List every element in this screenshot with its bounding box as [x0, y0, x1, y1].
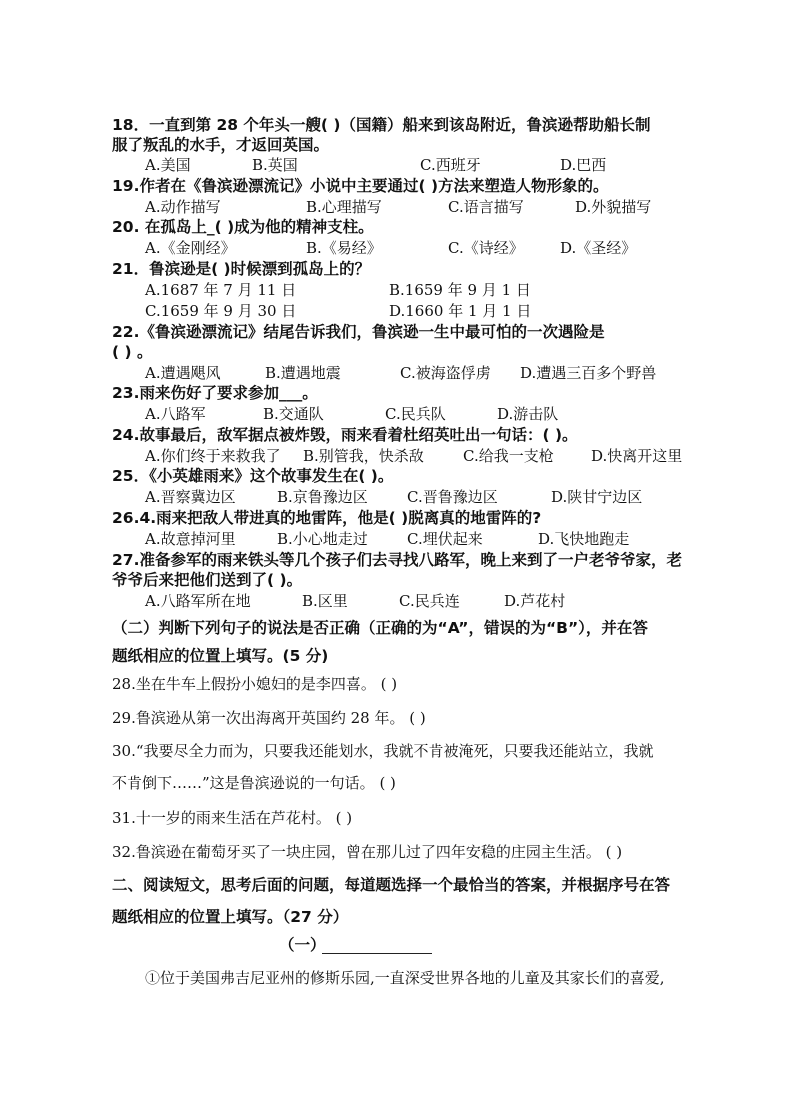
option-c: C.晋鲁豫边区 [407, 488, 498, 506]
option-d: D.遭遇三百多个野兽 [520, 364, 657, 382]
option-b: B.别管我，快杀敌 [303, 447, 424, 465]
passage-title-blank [322, 953, 432, 954]
option-a: A.八路军 [145, 405, 206, 423]
option-b: B.小心地走过 [277, 530, 368, 548]
judge-item-29: 29.鲁滨逊从第一次出海离开英国约 28 年。 ( ) [112, 709, 426, 727]
option-a: A.八路军所在地 [145, 592, 251, 610]
judge-item-31: 31.十一岁的雨来生活在芦花村。 ( ) [112, 809, 353, 827]
option-a: A.遭遇飓风 [145, 364, 221, 382]
option-c: C.埋伏起来 [407, 530, 483, 548]
section-2-heading-line1: （二）判断下列句子的说法是否正确（正确的为“A”，错误的为“B”），并在答 [112, 619, 648, 637]
option-b: B.英国 [252, 156, 298, 174]
option-c: C.被海盗俘虏 [400, 364, 491, 382]
option-a: A.你们终于来救我了 [145, 447, 281, 465]
judge-item-32: 32.鲁滨逊在葡萄牙买了一块庄园，曾在那儿过了四年安稳的庄园主生活。 ( ) [112, 843, 623, 861]
question-26: 26.4.雨来把敌人带进真的地雷阵，他是( )脱离真的地雷阵的? [112, 509, 542, 527]
question-20: 20. 在孤岛上_( )成为他的精神支柱。 [112, 218, 374, 236]
question-22-line2: ( ) 。 [112, 343, 153, 361]
option-d: D.芦花村 [504, 592, 566, 610]
option-c: C.语言描写 [448, 198, 524, 216]
question-19: 19.作者在《鲁滨逊漂流记》小说中主要通过( )方法来塑造人物形象的。 [112, 177, 609, 195]
question-22-line1: 22.《鲁滨逊漂流记》结尾告诉我们，鲁滨逊一生中最可怕的一次遇险是 [112, 323, 605, 341]
judge-item-30-line2: 不肯倒下……”这是鲁滨逊说的一句话。 ( ) [112, 774, 396, 792]
question-25: 25．《小英雄雨来》这个故事发生在( )。 [112, 467, 394, 485]
option-d: D.巴西 [560, 156, 607, 174]
option-c: C.《诗经》 [448, 239, 524, 257]
option-b: B.1659 年 9 月 1 日 [389, 281, 531, 299]
option-d: D.《圣经》 [560, 239, 637, 257]
option-d: D.飞快地跑走 [538, 530, 630, 548]
question-18-line1: 18．一直到第 28 个年头一艘( )（国籍）船来到该岛附近，鲁滨逊帮助船长制 [112, 116, 651, 134]
option-c: C.民兵连 [399, 592, 460, 610]
option-d: D.游击队 [497, 405, 559, 423]
question-27-line2: 爷爷后来把他们送到了( )。 [112, 571, 303, 589]
part-2-heading-line1: 二、阅读短文，思考后面的问题，每道题选择一个最恰当的答案，并根据序号在答 [112, 876, 671, 894]
option-c: C.民兵队 [385, 405, 446, 423]
option-c: C.西班牙 [420, 156, 481, 174]
question-27-line1: 27.准备参军的雨来铁头等几个孩子们去寻找八路军，晚上来到了一户老爷爷家，老 [112, 551, 682, 569]
passage-heading: （一） [279, 936, 326, 954]
judge-item-28: 28.坐在牛车上假扮小媳妇的是李四喜。 ( ) [112, 675, 398, 693]
option-a: A.1687 年 7 月 11 日 [145, 281, 297, 299]
option-b: B.遭遇地震 [265, 364, 341, 382]
option-c: C.给我一支枪 [463, 447, 554, 465]
section-2-heading-line2: 题纸相应的位置上填写。(5 分) [112, 647, 329, 665]
option-a: A.故意掉河里 [145, 530, 236, 548]
question-24: 24.故事最后，敌军据点被炸毁，雨来看着杜绍英吐出一句话：( )。 [112, 426, 578, 444]
part-2-heading-line2: 题纸相应的位置上填写。（27 分） [112, 908, 349, 926]
option-b: B.心理描写 [306, 198, 382, 216]
judge-item-30-line1: 30.“我要尽全力而为，只要我还能划水，我就不肯被淹死，只要我还能站立，我就 [112, 742, 654, 760]
passage-first-line: ①位于美国弗吉尼亚州的修斯乐园,一直深受世界各地的儿童及其家长们的喜爱, [145, 969, 665, 987]
option-d: D.快离开这里 [591, 447, 683, 465]
option-a: A.《金刚经》 [145, 239, 236, 257]
option-a: A.美国 [145, 156, 191, 174]
option-b: B.区里 [302, 592, 348, 610]
option-d: D.外貌描写 [575, 198, 652, 216]
option-d: D.陕甘宁边区 [551, 488, 643, 506]
option-b: B.京鲁豫边区 [277, 488, 368, 506]
option-d: D.1660 年 1 月 1 日 [389, 302, 532, 320]
option-b: B.交通队 [263, 405, 324, 423]
question-18-line2: 服了叛乱的水手，才返回英国。 [112, 136, 330, 154]
option-b: B.《易经》 [306, 239, 382, 257]
question-23: 23.雨来伤好了要求参加___。 [112, 384, 318, 402]
option-a: A.动作描写 [145, 198, 221, 216]
question-21: 21．鲁滨逊是( )时候漂到孤岛上的？ [112, 260, 371, 278]
option-a: A.晋察冀边区 [145, 488, 236, 506]
option-c: C.1659 年 9 月 30 日 [145, 302, 297, 320]
